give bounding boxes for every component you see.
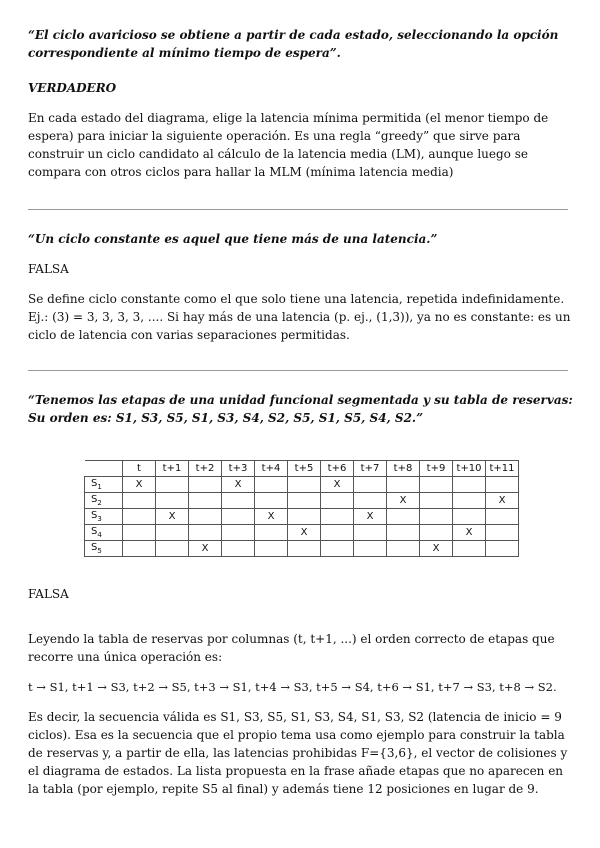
col-header: t+5 <box>288 461 321 477</box>
q3-answer-block <box>28 585 574 798</box>
table-cell <box>354 493 387 509</box>
table-cell <box>321 509 354 525</box>
table-cell <box>189 525 222 541</box>
col-header: t+6 <box>321 461 354 477</box>
table-cell: X <box>255 509 288 525</box>
table-row <box>85 477 519 493</box>
table-cell <box>354 477 387 493</box>
table-cell: X <box>189 541 222 557</box>
table-cell <box>156 477 189 493</box>
stage-letter: S <box>91 526 98 537</box>
table-cell <box>453 541 486 557</box>
stage-sub: 4 <box>97 531 102 539</box>
table-cell <box>189 493 222 509</box>
divider-2 <box>28 370 568 371</box>
table-cell <box>222 509 255 525</box>
table-corner <box>85 461 123 477</box>
table-cell <box>486 477 519 493</box>
table-cell <box>222 493 255 509</box>
table-cell <box>123 509 156 525</box>
table-cell <box>453 509 486 525</box>
stage-sub: 3 <box>97 515 102 523</box>
q2-explanation: Se define ciclo constante como el que solo tiene una latencia, repetida indefinidamente. Ej.: (3) = 3, 3, 3, 3, .... Si hay más de una latencia (p. ej., (1,3)), ya no es constante: es un ciclo de latencia con varias separaciones permitidas. <box>28 292 571 342</box>
table-cell: X <box>123 477 156 493</box>
stage-sub: 5 <box>97 547 102 555</box>
stage-letter: S <box>91 494 98 505</box>
table-cell <box>453 477 486 493</box>
col-header: t+11 <box>486 461 519 477</box>
col-header: t+1 <box>156 461 189 477</box>
table-cell: X <box>387 493 420 509</box>
table-cell: X <box>420 541 453 557</box>
table-cell <box>255 477 288 493</box>
table-cell <box>156 541 189 557</box>
table-cell: X <box>156 509 189 525</box>
q3-sequence: t → S1, t+1 → S3, t+2 → S5, t+3 → S1, t+4 → S3, t+5 → S4, t+6 → S1, t+7 → S3, t+8 → S2. <box>28 680 557 694</box>
document-body <box>28 22 574 427</box>
table-cell <box>354 525 387 541</box>
table-cell <box>288 541 321 557</box>
col-header: t+10 <box>453 461 486 477</box>
q3-statement-line2: Su orden es: S1, S3, S5, S1, S3, S4, S2, S5, S1, S5, S4, S2.” <box>28 411 423 425</box>
table-cell <box>189 509 222 525</box>
table-cell <box>123 541 156 557</box>
table-cell <box>189 477 222 493</box>
table-cell <box>255 541 288 557</box>
table-cell <box>453 493 486 509</box>
table-cell <box>420 477 453 493</box>
q1-verdict: VERDADERO <box>28 81 117 95</box>
q3-verdict: FALSA <box>28 587 69 601</box>
stage-letter: S <box>91 542 98 553</box>
reservation-table <box>84 460 519 557</box>
col-header: t+7 <box>354 461 387 477</box>
table-cell <box>354 541 387 557</box>
stage-label <box>85 509 123 525</box>
divider-1 <box>28 209 568 210</box>
table-row <box>85 509 519 525</box>
table-cell <box>288 493 321 509</box>
table-cell <box>255 493 288 509</box>
table-cell <box>156 525 189 541</box>
table-cell <box>387 509 420 525</box>
table-cell <box>321 493 354 509</box>
q3-statement-line1: “Tenemos las etapas de una unidad funcional segmentada y su tabla de reservas: <box>28 393 573 407</box>
stage-sub: 2 <box>97 499 102 507</box>
table-header-row <box>85 461 519 477</box>
table-cell <box>321 541 354 557</box>
table-cell: X <box>453 525 486 541</box>
col-header: t+4 <box>255 461 288 477</box>
table-cell <box>156 493 189 509</box>
col-header: t+8 <box>387 461 420 477</box>
stage-label <box>85 525 123 541</box>
col-header: t+3 <box>222 461 255 477</box>
table-cell <box>387 477 420 493</box>
table-cell <box>288 477 321 493</box>
table-cell <box>420 493 453 509</box>
table-cell <box>123 493 156 509</box>
table-cell: X <box>321 477 354 493</box>
table-cell <box>321 525 354 541</box>
table-cell <box>288 509 321 525</box>
stage-letter: S <box>91 478 98 489</box>
table-cell <box>123 525 156 541</box>
table-cell <box>255 525 288 541</box>
stage-sub: 1 <box>97 483 102 491</box>
stage-label <box>85 541 123 557</box>
table-cell <box>222 541 255 557</box>
q2-statement: “Un ciclo constante es aquel que tiene más de una latencia.” <box>28 232 438 246</box>
table-cell <box>420 525 453 541</box>
table-row <box>85 541 519 557</box>
table-cell <box>486 525 519 541</box>
q1-statement: “El ciclo avaricioso se obtiene a partir de cada estado, seleccionando la opción correspondiente al mínimo tiempo de espera”. <box>28 28 559 60</box>
q3-explanation-1: Leyendo la tabla de reservas por columnas (t, t+1, ...) el orden correcto de etapas que recorre una única operación es: <box>28 632 555 664</box>
col-header: t+2 <box>189 461 222 477</box>
table-cell: X <box>354 509 387 525</box>
table-cell <box>486 541 519 557</box>
table-row <box>85 493 519 509</box>
table-cell: X <box>486 493 519 509</box>
table-row <box>85 525 519 541</box>
q3-explanation-2: Es decir, la secuencia válida es S1, S3, S5, S1, S3, S4, S1, S3, S2 (latencia de inicio = 9 ciclos). Esa es la secuencia que el propio tema usa como ejemplo para construir la tabla de reservas y, a partir de ella, las latencias prohibidas F={3,6}, el vector de colisiones y el diagrama de estados. La lista propuesta en la frase añade etapas que no aparecen en la tabla (por ejemplo, repite S5 al final) y además tiene 12 posiciones en lugar de 9. <box>28 710 568 796</box>
stage-label <box>85 493 123 509</box>
table-cell <box>486 509 519 525</box>
col-header: t+9 <box>420 461 453 477</box>
table-cell <box>387 525 420 541</box>
table-cell <box>420 509 453 525</box>
table-cell: X <box>222 477 255 493</box>
table-cell: X <box>288 525 321 541</box>
col-header: t <box>123 461 156 477</box>
stage-label <box>85 477 123 493</box>
table-cell <box>387 541 420 557</box>
table-cell <box>222 525 255 541</box>
stage-letter: S <box>91 510 98 521</box>
q1-explanation: En cada estado del diagrama, elige la latencia mínima permitida (el menor tiempo de espera) para iniciar la siguiente operación. Es una regla “greedy” que sirve para construir un ciclo candidato al cálculo de la latencia media (LM), aunque luego se compara con otros ciclos para hallar la MLM (mínima latencia media) <box>28 111 549 179</box>
q2-verdict: FALSA <box>28 262 69 276</box>
